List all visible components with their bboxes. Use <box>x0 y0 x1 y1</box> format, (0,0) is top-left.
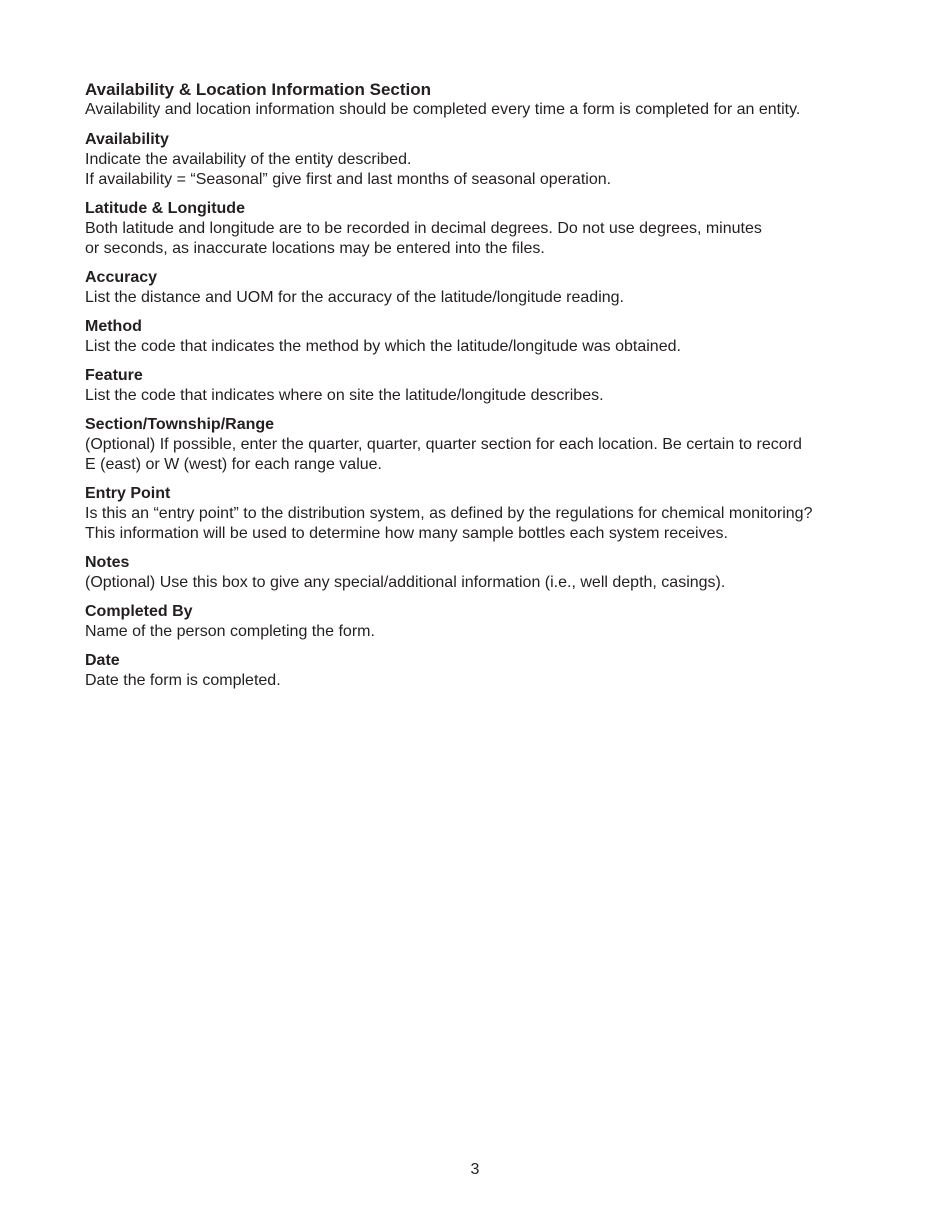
entry-title: Section/Township/Range <box>85 416 275 433</box>
entry-title: Date <box>85 652 120 669</box>
entry-description-line: E (east) or W (west) for each range value. <box>85 456 382 473</box>
entry-description-line: This information will be used to determine how many sample bottles each system receives. <box>85 525 728 542</box>
entry-description-line: Indicate the availability of the entity described. <box>85 151 412 168</box>
entry-block <box>85 130 885 190</box>
entry-description-line: Name of the person completing the form. <box>85 623 375 640</box>
section-intro: Availability and location information should be completed every time a form is completed for an entity. <box>85 101 801 118</box>
entry-description-line: or seconds, as inaccurate locations may be entered into the files. <box>85 240 545 257</box>
entry-block <box>85 651 885 691</box>
entry-block <box>85 268 885 308</box>
entry-description-line: If availability = “Seasonal” give first and last months of seasonal operation. <box>85 171 612 188</box>
entry-title: Notes <box>85 554 130 571</box>
page-number: 3 <box>470 1161 480 1178</box>
entry-title: Feature <box>85 367 143 384</box>
entry-block <box>85 484 885 544</box>
entry-description-line: List the code that indicates where on site the latitude/longitude describes. <box>85 387 604 404</box>
entry-description-line: Date the form is completed. <box>85 672 281 689</box>
entry-description-line: List the distance and UOM for the accuracy of the latitude/longitude reading. <box>85 289 624 306</box>
entry-description-line: (Optional) Use this box to give any special/additional information (i.e., well depth, casings). <box>85 574 726 591</box>
section-title: Availability & Location Information Section <box>85 80 432 99</box>
entry-block <box>85 317 885 357</box>
entry-description-line: List the code that indicates the method by which the latitude/longitude was obtained. <box>85 338 681 355</box>
entry-title: Entry Point <box>85 485 171 502</box>
entry-description-line: Both latitude and longitude are to be recorded in decimal degrees. Do not use degrees, minutes <box>85 220 762 237</box>
entry-block <box>85 415 885 475</box>
entry-title: Method <box>85 318 142 335</box>
entry-block <box>85 553 885 593</box>
page-content <box>85 80 885 700</box>
entry-description-line: Is this an “entry point” to the distribution system, as defined by the regulations for chemical monitoring? <box>85 505 813 522</box>
entry-title: Accuracy <box>85 269 158 286</box>
entries-list <box>85 130 885 691</box>
entry-block <box>85 366 885 406</box>
entry-title: Availability <box>85 131 169 148</box>
entry-block <box>85 602 885 642</box>
entry-title: Completed By <box>85 603 193 620</box>
entry-description-line: (Optional) If possible, enter the quarter, quarter, quarter section for each location. Be certain to record <box>85 436 802 453</box>
entry-title: Latitude & Longitude <box>85 200 245 217</box>
entry-block <box>85 199 885 259</box>
